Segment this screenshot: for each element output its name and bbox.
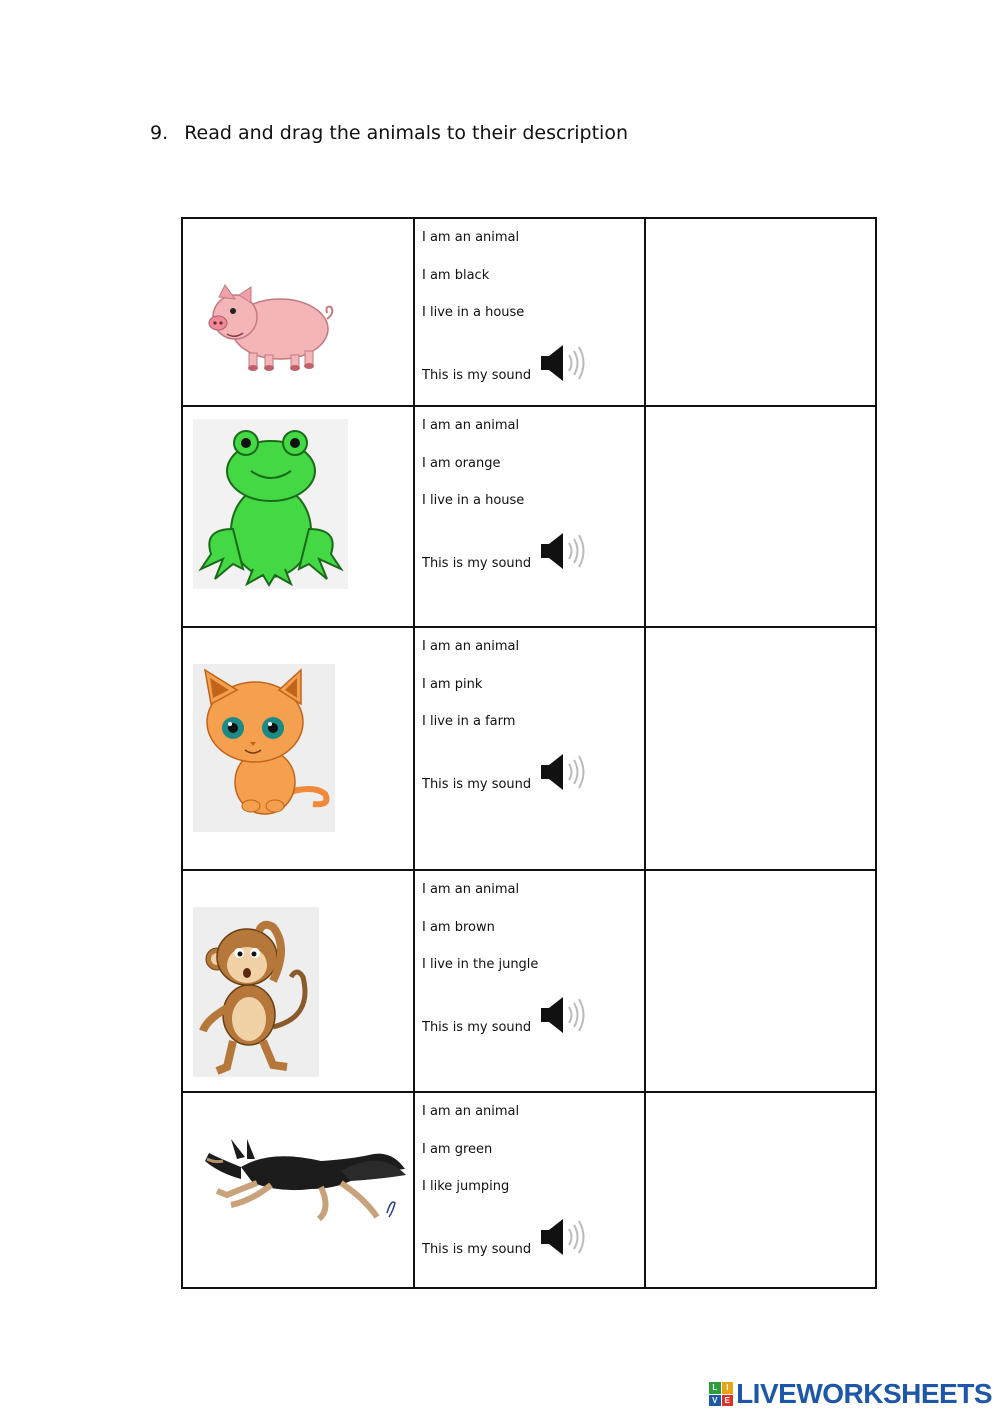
description-line: I am green <box>422 1141 493 1157</box>
description-cell <box>414 627 645 870</box>
description-line: I am black <box>422 267 490 283</box>
table-row <box>182 218 876 406</box>
description-line: I am an animal <box>422 882 520 897</box>
liveworksheets-logo <box>709 1378 992 1410</box>
question-number: 9. <box>150 122 169 144</box>
sound-label: This is my sound <box>422 1241 532 1257</box>
worksheet-table <box>181 217 877 1289</box>
table-row <box>182 406 876 627</box>
speaker-icon[interactable] <box>539 995 595 1035</box>
table-row <box>182 870 876 1092</box>
description-line: I like jumping <box>422 1179 510 1194</box>
description-line: I am an animal <box>422 230 520 245</box>
description-cell <box>414 1092 645 1288</box>
drop-zone[interactable] <box>645 870 876 1092</box>
description-line: I am orange <box>422 455 501 471</box>
dog-image[interactable] <box>201 1109 411 1235</box>
description <box>422 417 642 530</box>
sound-row <box>422 995 595 1035</box>
description-line: I live in a farm <box>422 714 516 729</box>
logo-mark-icon <box>709 1382 733 1406</box>
monkey-image[interactable] <box>193 907 319 1077</box>
animal-cell[interactable] <box>182 870 414 1092</box>
description <box>422 881 642 994</box>
speaker-icon[interactable] <box>539 531 595 571</box>
sound-row <box>422 1217 595 1257</box>
sound-label: This is my sound <box>422 776 532 792</box>
brand-text: LIVEWORKSHEETS <box>736 1378 992 1409</box>
sound-label: This is my sound <box>422 367 532 383</box>
drop-zone[interactable] <box>645 406 876 627</box>
sound-label: This is my sound <box>422 555 532 571</box>
logo-letter: V <box>709 1395 721 1407</box>
instruction <box>150 122 628 144</box>
speaker-icon[interactable] <box>539 1217 595 1257</box>
frog-image[interactable] <box>193 419 348 589</box>
description-line: I am an animal <box>422 1104 520 1119</box>
description-line: I live in the jungle <box>422 957 539 972</box>
sound-row <box>422 752 595 792</box>
description <box>422 229 642 342</box>
sound-row <box>422 343 595 383</box>
drop-zone[interactable] <box>645 218 876 406</box>
description-line: I am pink <box>422 676 483 692</box>
logo-letter: E <box>722 1395 734 1407</box>
instruction-text: Read and drag the animals to their description <box>184 122 628 144</box>
description-line: I live in a house <box>422 305 525 320</box>
sound-label: This is my sound <box>422 1019 532 1035</box>
animal-cell[interactable] <box>182 627 414 870</box>
table-row <box>182 1092 876 1288</box>
speaker-icon[interactable] <box>539 752 595 792</box>
cat-image[interactable] <box>193 664 335 832</box>
description-line: I am brown <box>422 919 495 935</box>
table-row <box>182 627 876 870</box>
description-cell <box>414 870 645 1092</box>
logo-letter: L <box>709 1382 721 1394</box>
description-cell <box>414 406 645 627</box>
animal-cell[interactable] <box>182 218 414 406</box>
pig-image[interactable] <box>205 279 335 379</box>
sound-row <box>422 531 595 571</box>
animal-cell[interactable] <box>182 1092 414 1288</box>
speaker-icon[interactable] <box>539 343 595 383</box>
description-line: I am an animal <box>422 639 520 654</box>
logo-letter: I <box>722 1382 734 1394</box>
description-cell <box>414 218 645 406</box>
description <box>422 638 642 751</box>
drop-zone[interactable] <box>645 627 876 870</box>
animal-cell[interactable] <box>182 406 414 627</box>
drop-zone[interactable] <box>645 1092 876 1288</box>
description-line: I am an animal <box>422 418 520 433</box>
description-line: I live in a house <box>422 493 525 508</box>
description <box>422 1103 642 1216</box>
